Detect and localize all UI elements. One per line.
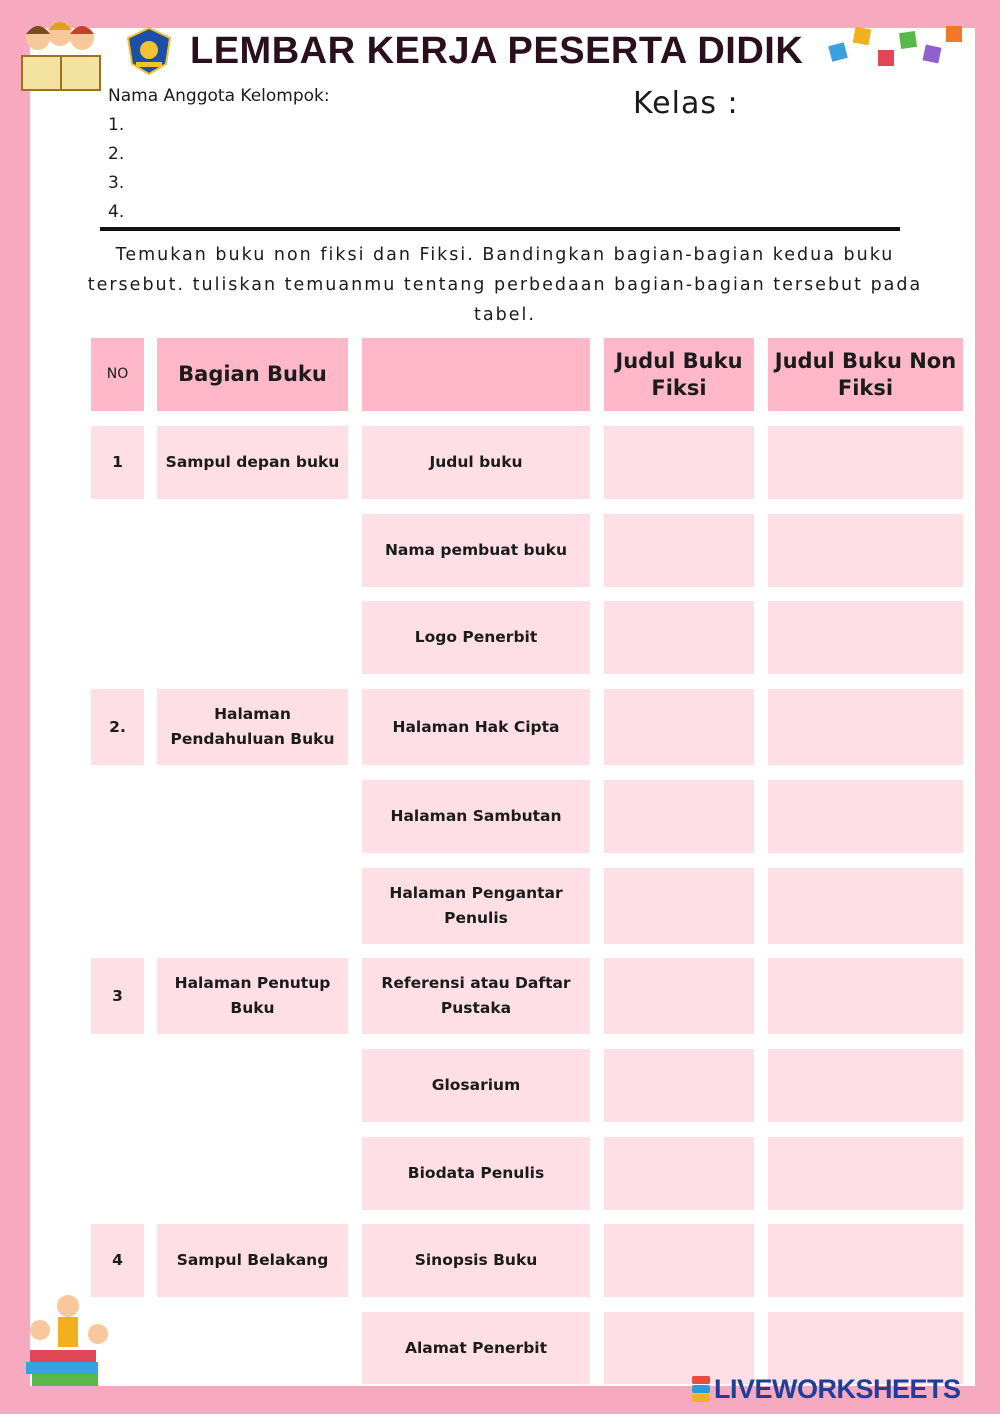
answer-field-non-fiksi[interactable] [768,780,963,853]
answer-field-non-fiksi[interactable] [768,958,963,1034]
class-label: Kelas : [633,86,739,121]
answer-field-fiksi[interactable] [604,780,754,853]
answer-field-fiksi[interactable] [604,514,754,587]
item-label: Alamat Penerbit [362,1312,590,1384]
item-label: Glosarium [362,1049,590,1122]
worksheet-title: LEMBAR KERJA PESERTA DIDIK [190,30,804,72]
group-number: 2. [91,689,144,765]
answer-field-fiksi[interactable] [604,1137,754,1210]
colorful-alphabet-letters-icon [826,18,976,78]
group-bagian-buku: Halaman Penutup Buku [157,958,348,1034]
item-label: Referensi atau Daftar Pustaka [362,958,590,1034]
group-number: 1 [91,426,144,499]
item-label: Logo Penerbit [362,601,590,674]
member-number-4: 4. [108,202,125,222]
item-label: Sinopsis Buku [362,1224,590,1297]
member-number-2: 2. [108,144,125,164]
answer-field-non-fiksi[interactable] [768,1137,963,1210]
answer-field-non-fiksi[interactable] [768,601,963,674]
answer-field-non-fiksi[interactable] [768,1224,963,1297]
answer-field-non-fiksi[interactable] [768,1049,963,1122]
header-no: NO [91,338,144,411]
group-bagian-buku: Sampul Belakang [157,1224,348,1297]
answer-field-fiksi[interactable] [604,958,754,1034]
item-label: Judul buku [362,426,590,499]
header-divider [100,227,900,231]
answer-field-fiksi[interactable] [604,1049,754,1122]
answer-field-non-fiksi[interactable] [768,689,963,765]
answer-field-fiksi[interactable] [604,868,754,944]
header-judul-buku-non-fiksi: Judul Buku Non Fiksi [768,338,963,411]
school-emblem-icon [124,26,174,76]
member-number-1: 1. [108,115,125,135]
instruction-text: Temukan buku non fiksi dan Fiksi. Bandingkan bagian-bagian kedua buku tersebut. tuliskan temuanmu tentang perbedaan bagian-bagian tersebut pada tabel. [87,245,923,325]
item-label: Biodata Penulis [362,1137,590,1210]
liveworksheets-logo-icon [692,1376,710,1402]
answer-field-non-fiksi[interactable] [768,868,963,944]
children-reading-book-icon [18,16,104,96]
group-number: 3 [91,958,144,1034]
answer-field-fiksi[interactable] [604,1224,754,1297]
answer-field-fiksi[interactable] [604,601,754,674]
liveworksheets-watermark [692,1374,961,1404]
item-label: Halaman Hak Cipta [362,689,590,765]
children-on-books-icon [16,1290,116,1390]
item-label: Halaman Pengantar Penulis [362,868,590,944]
group-bagian-buku: Halaman Pendahuluan Buku [157,689,348,765]
answer-field-non-fiksi[interactable] [768,426,963,499]
header-judul-buku-fiksi: Judul Buku Fiksi [604,338,754,411]
answer-field-non-fiksi[interactable] [768,514,963,587]
watermark-text: LIVEWORKSHEETS [714,1373,961,1404]
group-members-label: Nama Anggota Kelompok: [108,86,330,106]
answer-field-fiksi[interactable] [604,426,754,499]
group-number: 4 [91,1224,144,1297]
answer-field-fiksi[interactable] [604,689,754,765]
header-bagian-buku: Bagian Buku [157,338,348,411]
item-label: Nama pembuat buku [362,514,590,587]
group-bagian-buku: Sampul depan buku [157,426,348,499]
header-blank [362,338,590,411]
member-number-3: 3. [108,173,125,193]
item-label: Halaman Sambutan [362,780,590,853]
